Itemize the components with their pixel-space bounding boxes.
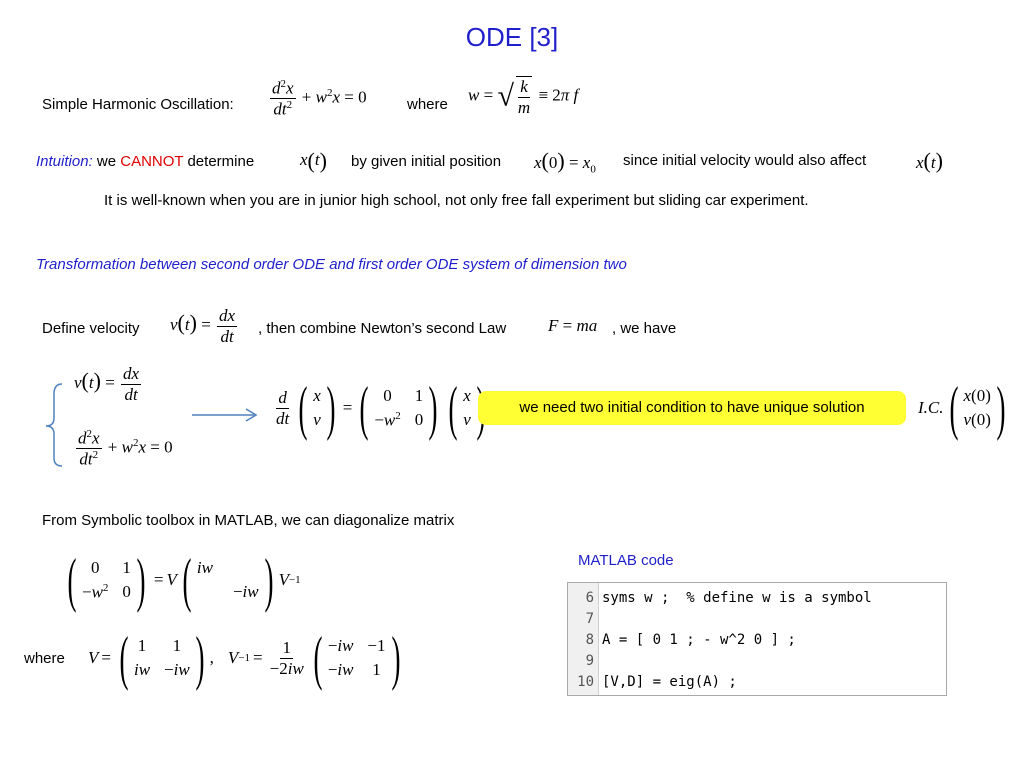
velocity-definition: v(t) = $\frac{dx}{dt}$ [170,306,236,346]
intuition-sentence: Intuition: we CANNOT determine [36,153,255,170]
unique-solution-note: we need two initial condition to have unique solution [478,391,906,425]
code-line: 10 [V,D] = eig(A) ; [577,674,737,690]
by-given-text: by given initial position [351,153,502,170]
x-of-t-1: x(t) [300,148,327,173]
cannot-word: CANNOT [120,153,184,170]
we-have-text: , we have [612,320,677,337]
matlab-code-box [567,582,947,696]
x-of-t-2: x(t) [916,148,943,173]
diagonalization-eq: ( 0 1 $-w^2$ 0 ) = V ( iw −iw ) V −1 [67,547,301,613]
define-velocity-label: Define velocity [42,320,140,337]
matrix-system: $\frac{d}{dt}$ ( x v ) = ( 0 1 $-w^2$ 0 ) ( x v [276,375,471,441]
system-eq-1: v(t) = $\frac{dx}{dt}$ [74,364,140,404]
v-matrix-definition: V = ( 1 1 iw −iw ) , V −1 = $\frac{1}{-2iw}$ ( −iw −1 −iw 1 ) [88,625,401,691]
where-label-2: where [24,650,65,667]
code-line: 6 syms w ; % define w is a symbol [585,590,872,606]
code-line: 9 [585,653,594,669]
combine-text: , then combine Newton’s second Law [258,320,507,337]
omega-definition: w = √ $\frac{k}{m}$ ≡ 2π f [468,77,579,117]
section-heading: Transformation between second order ODE and first order ODE system of dimension two [36,256,627,273]
code-line: 8 A = [ 0 1 ; - w^2 0 ] ; [585,632,796,648]
right-arrow-icon [190,405,262,425]
matlab-intro: From Symbolic toolbox in MATLAB, we can diagonalize matrix [42,512,455,529]
system-eq-2: $\frac{d^2x}{dt^2}$ + $w^2x = 0$ [78,428,173,469]
well-known-sentence: It is well-known when you are in junior high school, not only free fall experiment but sliding car experiment. [104,192,809,209]
newton-law: F = ma [548,316,598,335]
code-lines [568,588,946,693]
ic-label: I.C. [918,398,944,417]
page-title: ODE [3] [465,22,559,52]
sho-label: Simple Harmonic Oscillation: [42,96,234,113]
since-text: since initial velocity would also affect [623,152,867,169]
sho-equation: $\frac{d^2x}{dt^2}$ + $w^2x = 0$ [272,78,367,119]
left-brace-icon [40,380,70,470]
initial-conditions: I.C. ( x(0) v(0) ) [918,375,1006,441]
intuition-label: Intuition: [36,153,93,170]
code-line: 7 [585,611,594,627]
initial-position-eq: $x(0) = x_0$ [534,148,596,176]
where-label-1: where [407,96,448,113]
matlab-code-label: MATLAB code [578,552,674,569]
